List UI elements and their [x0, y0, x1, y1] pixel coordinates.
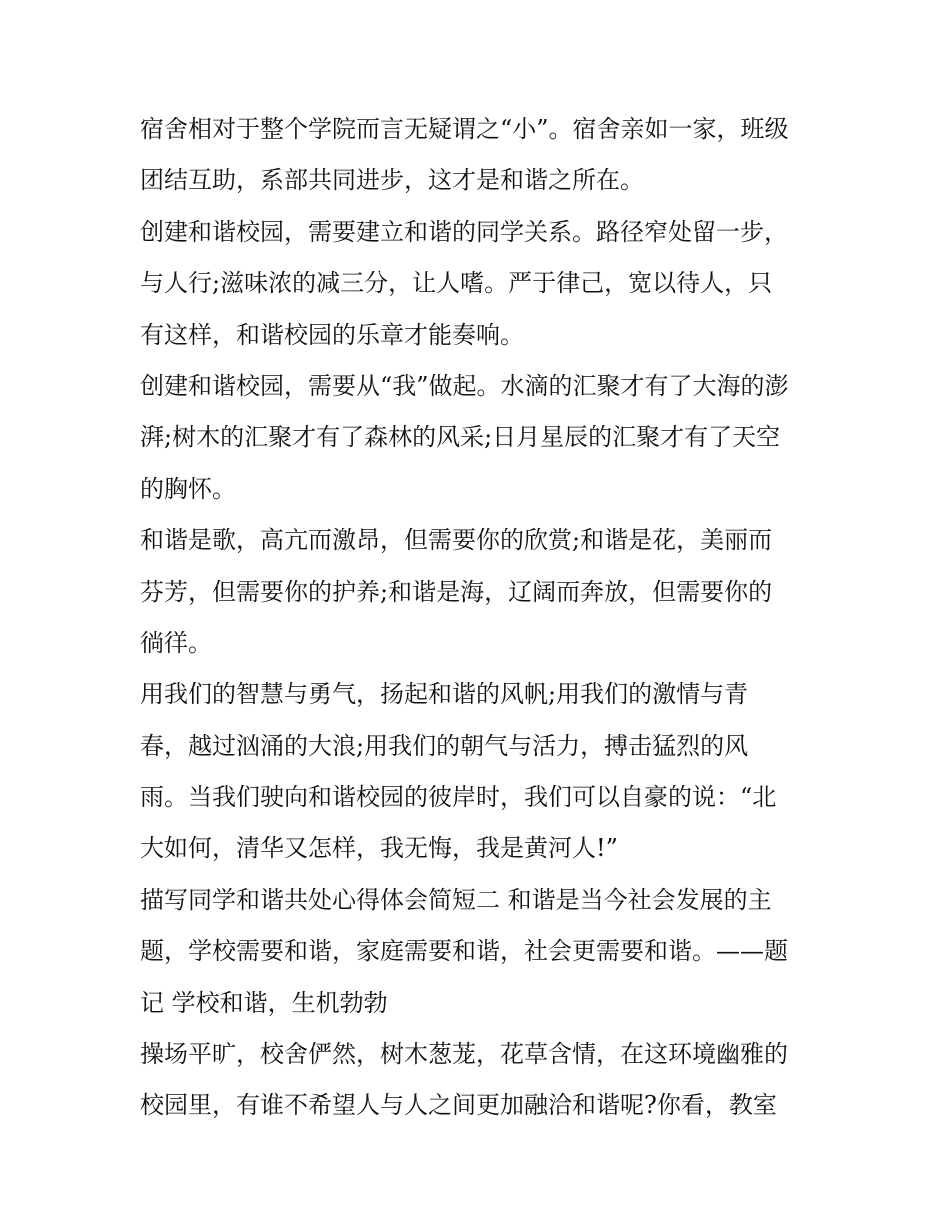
body-text: [140, 104, 820, 1132]
text-line: 记 学校和谐，生机勃勃: [140, 988, 388, 1017]
text-line: 描写同学和谐共处心得体会简短二 和谐是当今社会发展的主: [140, 885, 772, 914]
text-line: 芬芳，但需要你的护养;和谐是海，辽阔而奔放，但需要你的: [140, 577, 773, 606]
text-line: 宿舍相对于整个学院而言无疑谓之“小”。宿舍亲如一家，班级: [140, 115, 789, 143]
text-line: 创建和谐校园，需要建立和谐的同学关系。路径窄处留一步，: [140, 217, 788, 246]
text-line: 团结互助，系部共同进步，这才是和谐之所在。: [140, 166, 644, 195]
text-line: 徜徉。: [140, 628, 212, 657]
text-line: 春，越过汹涌的大浪;用我们的朝气与活力，搏击猛烈的风: [140, 731, 749, 760]
text-line: 湃;树木的汇聚才有了森林的风采;日月星辰的汇聚才有了天空: [140, 423, 781, 452]
text-line: 用我们的智慧与勇气，扬起和谐的风帆;用我们的激情与青: [140, 680, 749, 709]
text-line: 的胸怀。: [140, 474, 236, 503]
text-line: 雨。当我们驶向和谐校园的彼岸时，我们可以自豪的说：“北: [140, 783, 777, 812]
text-line: 校园里，有谁不希望人与人之间更加融洽和谐呢?你看，教室: [140, 1091, 777, 1120]
text-line: 有这样，和谐校园的乐章才能奏响。: [140, 320, 524, 349]
text-line: 创建和谐校园，需要从“我”做起。水滴的汇聚才有了大海的澎: [140, 371, 789, 400]
text-line: 操场平旷，校舍俨然，树木葱茏，花草含情，在这环境幽雅的: [140, 1040, 788, 1069]
text-line: 大如何，清华又怎样，我无悔，我是黄河人!”: [140, 834, 618, 863]
text-line: 题，学校需要和谐，家庭需要和谐，社会更需要和谐。——题: [140, 937, 788, 966]
text-line: 与人行;滋味浓的减三分，让人嗜。严于律己，宽以待人，只: [140, 269, 773, 298]
text-line: 和谐是歌，高亢而激昂，但需要你的欣赏;和谐是花，美丽而: [140, 526, 773, 555]
